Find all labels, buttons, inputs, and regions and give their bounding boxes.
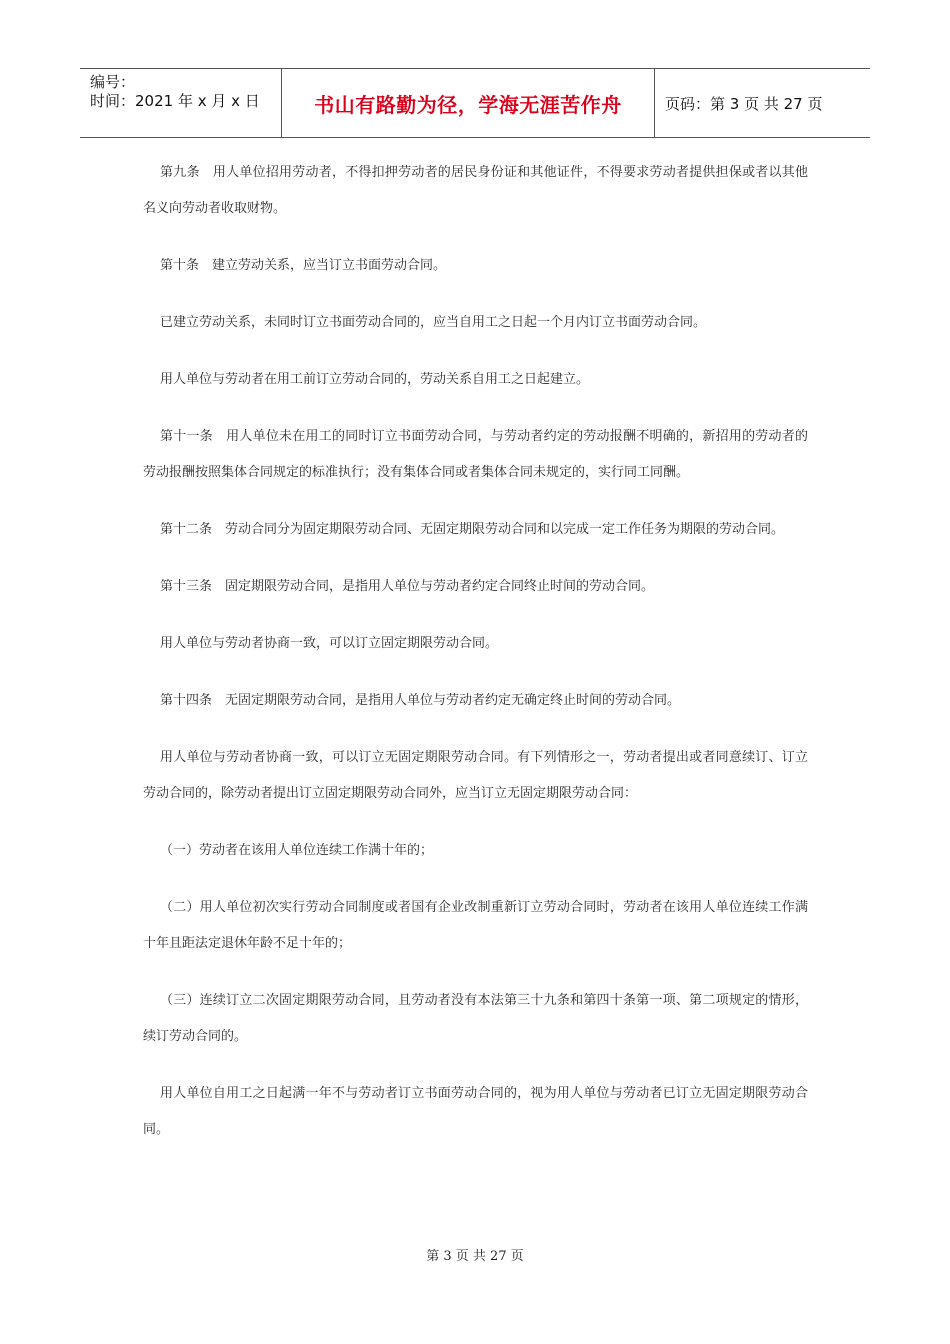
header-meta-cell — [80, 69, 282, 137]
paragraph-article-14: 第十四条 无固定期限劳动合同，是指用人单位与劳动者约定无确定终止时间的劳动合同。 — [160, 693, 681, 708]
page-info: 页码：第 3 页 共 27 页 — [665, 94, 823, 113]
paragraph-article-9: 第九条 用人单位招用劳动者，不得扣押劳动者的居民身份证和其他证件，不得要求劳动者提供担保或者以其他名义向劳动者收取财物。 — [143, 165, 808, 216]
list-item: （三）连续订立二次固定期限劳动合同，且劳动者没有本法第三十九条和第四十条第一项、第二项规定的情形，续订劳动合同的。 — [143, 993, 808, 1044]
time-label: 时间：2021 年 x 月 x 日 — [90, 92, 260, 110]
paragraph: 已建立劳动关系，未同时订立书面劳动合同的，应当自用工之日起一个月内订立书面劳动合同。 — [160, 315, 707, 330]
paragraph-article-11: 第十一条 用人单位未在用工的同时订立书面劳动合同，与劳动者约定的劳动报酬不明确的，新招用的劳动者的劳动报酬按照集体合同规定的标准执行；没有集体合同或者集体合同未规定的，实行同工同酬。 — [143, 429, 808, 480]
header-motto-cell — [282, 69, 655, 137]
paragraph: 用人单位自用工之日起满一年不与劳动者订立书面劳动合同的，视为用人单位与劳动者已订立无固定期限劳动合同。 — [143, 1086, 808, 1137]
paragraph: 用人单位与劳动者在用工前订立劳动合同的，劳动关系自用工之日起建立。 — [160, 372, 590, 387]
document-body — [143, 155, 808, 1169]
paragraph-article-12: 第十二条 劳动合同分为固定期限劳动合同、无固定期限劳动合同和以完成一定工作任务为期限的劳动合同。 — [160, 522, 785, 537]
paragraph-article-13: 第十三条 固定期限劳动合同，是指用人单位与劳动者约定合同终止时间的劳动合同。 — [160, 579, 655, 594]
page-footer: 第 3 页 共 27 页 — [426, 1249, 524, 1264]
number-label: 编号： — [90, 73, 136, 91]
list-item: （一）劳动者在该用人单位连续工作满十年的； — [160, 843, 434, 858]
list-item: （二）用人单位初次实行劳动合同制度或者国有企业改制重新订立劳动合同时，劳动者在该用人单位连续工作满十年且距法定退休年龄不足十年的； — [143, 900, 808, 951]
paragraph: 用人单位与劳动者协商一致，可以订立无固定期限劳动合同。有下列情形之一，劳动者提出或者同意续订、订立劳动合同的，除劳动者提出订立固定期限劳动合同外，应当订立无固定期限劳动合同： — [143, 750, 808, 801]
document-header — [80, 68, 870, 138]
paragraph-article-10: 第十条 建立劳动关系，应当订立书面劳动合同。 — [160, 258, 447, 273]
paragraph: 用人单位与劳动者协商一致，可以订立固定期限劳动合同。 — [160, 636, 499, 651]
motto-text: 书山有路勤为径，学海无涯苦作舟 — [314, 92, 622, 117]
